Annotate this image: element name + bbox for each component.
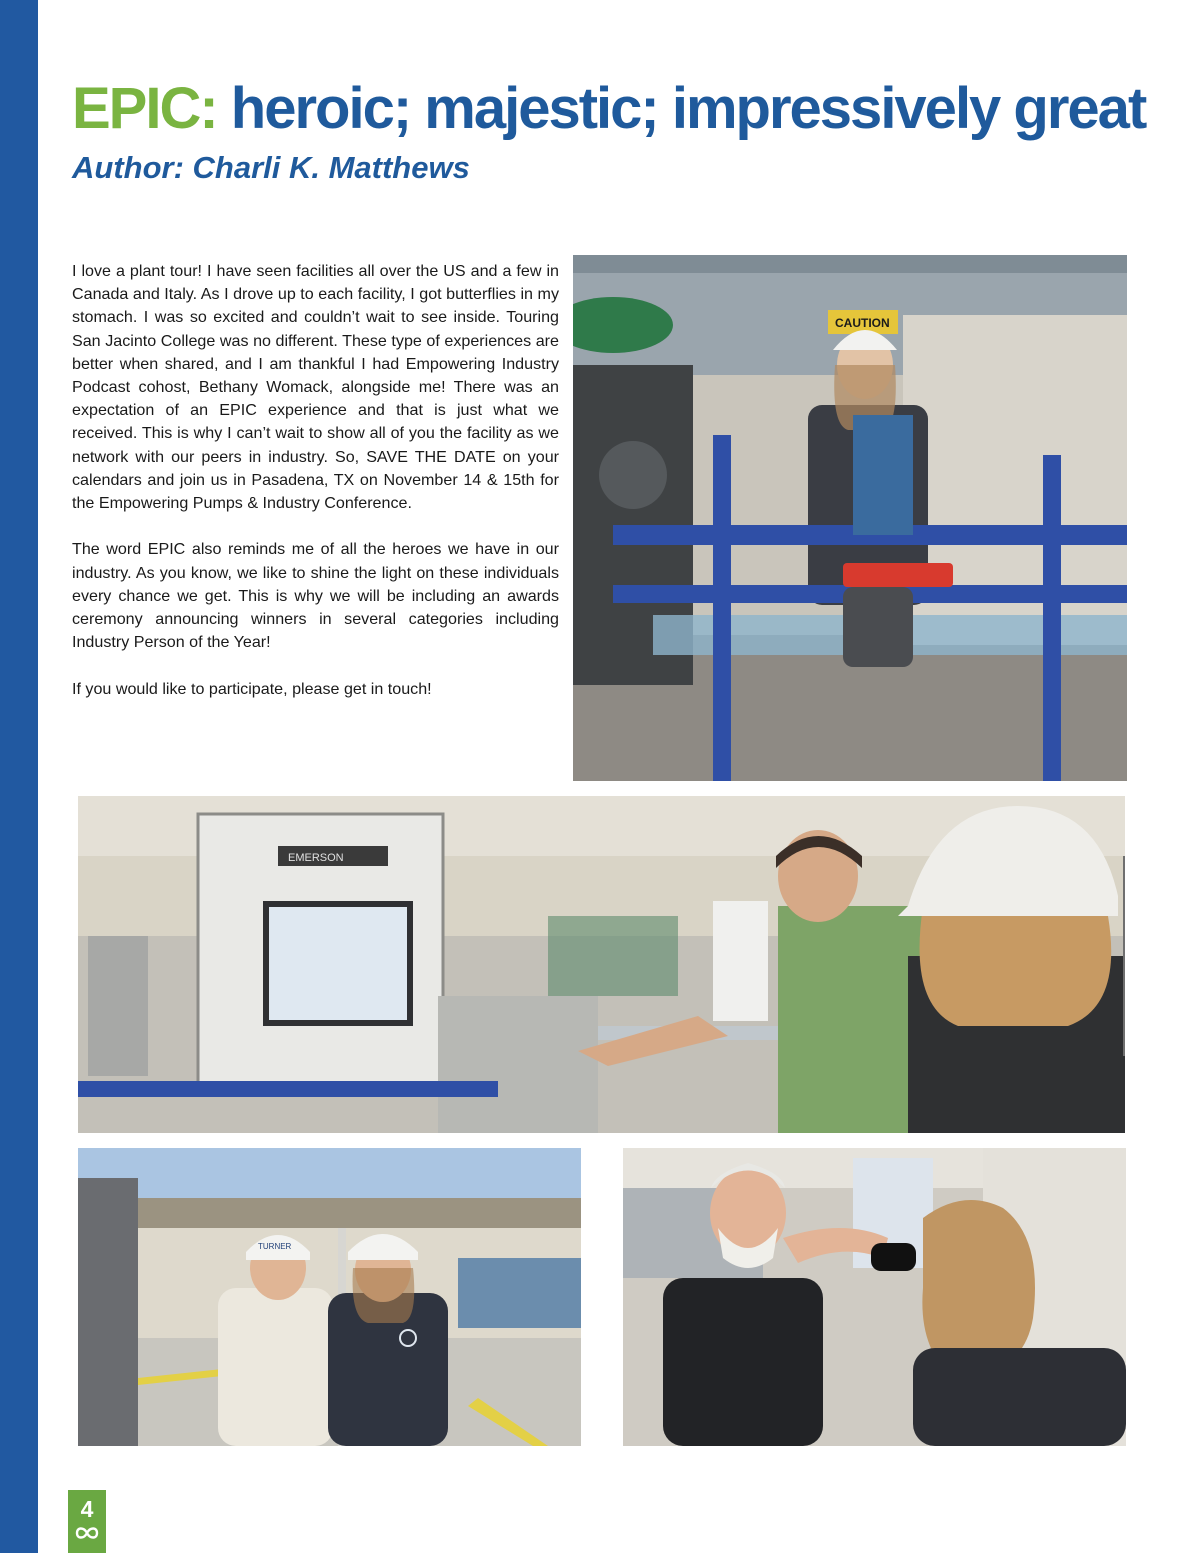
paragraph-cta: If you would like to participate, please get in touch!: [72, 679, 432, 698]
article-body: [72, 260, 559, 724]
photo-rooftop: [78, 1148, 581, 1446]
paragraph-heroes: The word EPIC also reminds me of all the heroes we have in our industry. As you know, we like to shine the light on these individuals every chance we get. This is why we will be including an awards ceremony announcing winners in several categories including Industry Person of the Year!: [72, 540, 559, 652]
caution-sign-text: CAUTION: [835, 316, 890, 330]
panel-label-text: EMERSON: [288, 852, 344, 864]
page-number: 4: [80, 1496, 94, 1522]
photo-control-panel: [78, 796, 1125, 1133]
infinity-icon: [74, 1526, 100, 1540]
paragraph-intro: I love a plant tour! I have seen facilities all over the US and a few in Canada and Italy. As I drove up to each facility, I got butterflies in my stomach. I was so excited and couldn’t wait to see inside. Touring San Jacinto College was no different. These type of experiences are better when shared, and I am thankful I had Empowering Industry Podcast cohost, Bethany Womack, alongside me! There was an expectation of an EPIC experience and that is just what we received. This is why I can’t wait to show all of you the facility as we network with our peers in industry. So, SAVE THE DATE on your calendars and join us in Pasadena, TX on November 14 & 15th for the Empowering Pumps & Industry Conference.: [72, 262, 559, 513]
hardhat-text: TURNER: [258, 1242, 292, 1251]
photo-lens-demo: [623, 1148, 1126, 1446]
title-rest: heroic; majestic; impressively great: [216, 76, 1146, 141]
left-accent-bar: [0, 0, 38, 1553]
author-byline: Author: Charli K. Matthews: [72, 150, 470, 185]
photo-plant-rig: [573, 255, 1127, 781]
page-title: [72, 74, 1145, 144]
page-number-badge: [68, 1490, 106, 1553]
title-prefix: EPIC:: [72, 76, 217, 141]
